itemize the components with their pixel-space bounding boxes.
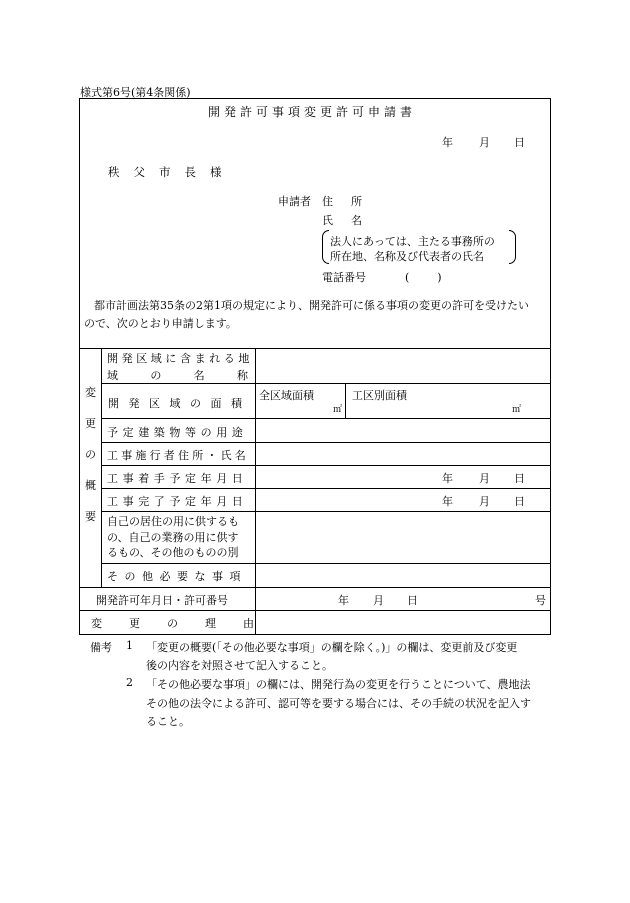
date-day-label: 日 — [514, 136, 525, 149]
table-border-left — [79, 349, 80, 635]
permit-day: 日 — [407, 594, 418, 607]
start-date-year: 年 — [442, 472, 453, 485]
applicant-label: 申請者 — [278, 195, 311, 208]
note-2-line-3: ること。 — [146, 715, 190, 728]
permit-number-suffix: 号 — [535, 594, 546, 607]
self-use-line2: の、自己の業務の用に供す — [107, 530, 239, 544]
date-year-label: 年 — [442, 136, 453, 149]
row-line — [79, 587, 551, 588]
row-label-self-use — [107, 514, 239, 561]
row-label-contractor: 工事施行者住所・氏名 — [107, 449, 249, 462]
permit-year: 年 — [338, 594, 349, 607]
note-1-line-1: 「変更の概要(「その他必要な事項」の欄を除く。)」の欄は、変更前及び変更 — [146, 641, 518, 654]
row-line — [79, 610, 551, 611]
end-date-month: 月 — [479, 495, 490, 508]
row-line — [101, 442, 551, 443]
corporation-note-line-2: 所在地、名称及び代表者の氏名 — [330, 250, 484, 263]
row-line — [101, 488, 551, 489]
applicant-name-label: 氏名 — [322, 214, 380, 227]
row-label-building-use: 予定建築物等の用途 — [107, 426, 248, 439]
table-border-bottom — [79, 634, 551, 635]
row-label-area-name-line2 — [107, 367, 248, 383]
char: 名 — [193, 369, 205, 382]
section-area-unit: ㎡ — [512, 405, 522, 415]
corporation-note-line-1: 法人にあっては、主たる事務所の — [330, 235, 495, 248]
note-2-number: 2 — [126, 676, 133, 689]
phone-label: 電話番号 — [322, 271, 366, 284]
addressee: 秩父市長様 — [108, 165, 236, 179]
label-column-divider — [255, 349, 256, 635]
row-label-other: その他必要な事項 — [107, 570, 247, 583]
row-line — [101, 465, 551, 466]
overview-char: 更 — [85, 417, 96, 430]
row-label-area-name — [107, 350, 253, 383]
applicant-address-label: 住所 — [322, 195, 380, 208]
permit-month: 月 — [373, 594, 384, 607]
form-number-label: 様式第6号(第4条関係) — [80, 86, 191, 99]
start-date-day: 日 — [514, 472, 525, 485]
note-1-line-2: 後の内容を対照させて記入すること。 — [146, 659, 333, 672]
bracket-left — [322, 230, 329, 264]
row-label-reason: 変更の理由 — [91, 617, 281, 630]
phone-parentheses: ( ) — [405, 271, 444, 284]
start-date-month: 月 — [479, 472, 490, 485]
note-2-line-2: その他の法令による許可、認可等を要する場合には、その手続の状況を記入す — [146, 697, 531, 710]
row-line — [101, 418, 551, 419]
notes-label: 備考 — [90, 641, 112, 654]
end-date-year: 年 — [442, 495, 453, 508]
total-area-label: 全区域面積 — [259, 389, 314, 402]
overview-vertical-label — [85, 377, 96, 532]
area-split-divider — [345, 383, 346, 418]
char: の — [150, 369, 162, 382]
end-date-day: 日 — [514, 495, 525, 508]
overview-char: 概 — [85, 479, 96, 492]
note-1-number: 1 — [126, 639, 133, 652]
overview-char: 要 — [85, 510, 96, 523]
self-use-line3: るもの、その他のものの別 — [107, 546, 239, 559]
note-2-line-1: 「その他必要な事項」の欄には、開発行為の変更を行うことについて、農地法 — [146, 678, 531, 691]
row-label-permit: 開発許可年月日・許可番号 — [96, 594, 228, 607]
row-line — [101, 563, 551, 564]
overview-char: 変 — [85, 386, 96, 399]
overview-column-divider — [101, 349, 102, 587]
bracket-right — [509, 230, 516, 264]
total-area-unit: ㎡ — [333, 405, 343, 415]
row-label-area-name-line1: 開発区域に含まれる地 — [107, 352, 253, 365]
row-label-start-date: 工事着手予定年月日 — [107, 472, 248, 485]
char: 域 — [107, 369, 118, 382]
row-line — [101, 383, 551, 384]
self-use-line1: 自己の居住の用に供するも — [107, 515, 239, 528]
row-line — [101, 511, 551, 512]
application-statement-line-1: 都市計画法第35条の2第1項の規定により、開発許可に係る事項の変更の許可を受けたい — [94, 299, 529, 312]
overview-char: の — [85, 448, 96, 461]
char: 称 — [236, 369, 248, 382]
row-label-end-date: 工事完了予定年月日 — [107, 495, 248, 508]
document-title: 開発許可事項変更許可申請書 — [208, 105, 417, 119]
date-month-label: 月 — [479, 136, 490, 149]
row-label-area-size: 開発区域の面積 — [108, 397, 252, 410]
section-area-label: 工区別面積 — [352, 389, 407, 402]
table-border-right — [550, 349, 551, 635]
application-statement-line-2: ので、次のとおり申請します。 — [84, 317, 237, 330]
